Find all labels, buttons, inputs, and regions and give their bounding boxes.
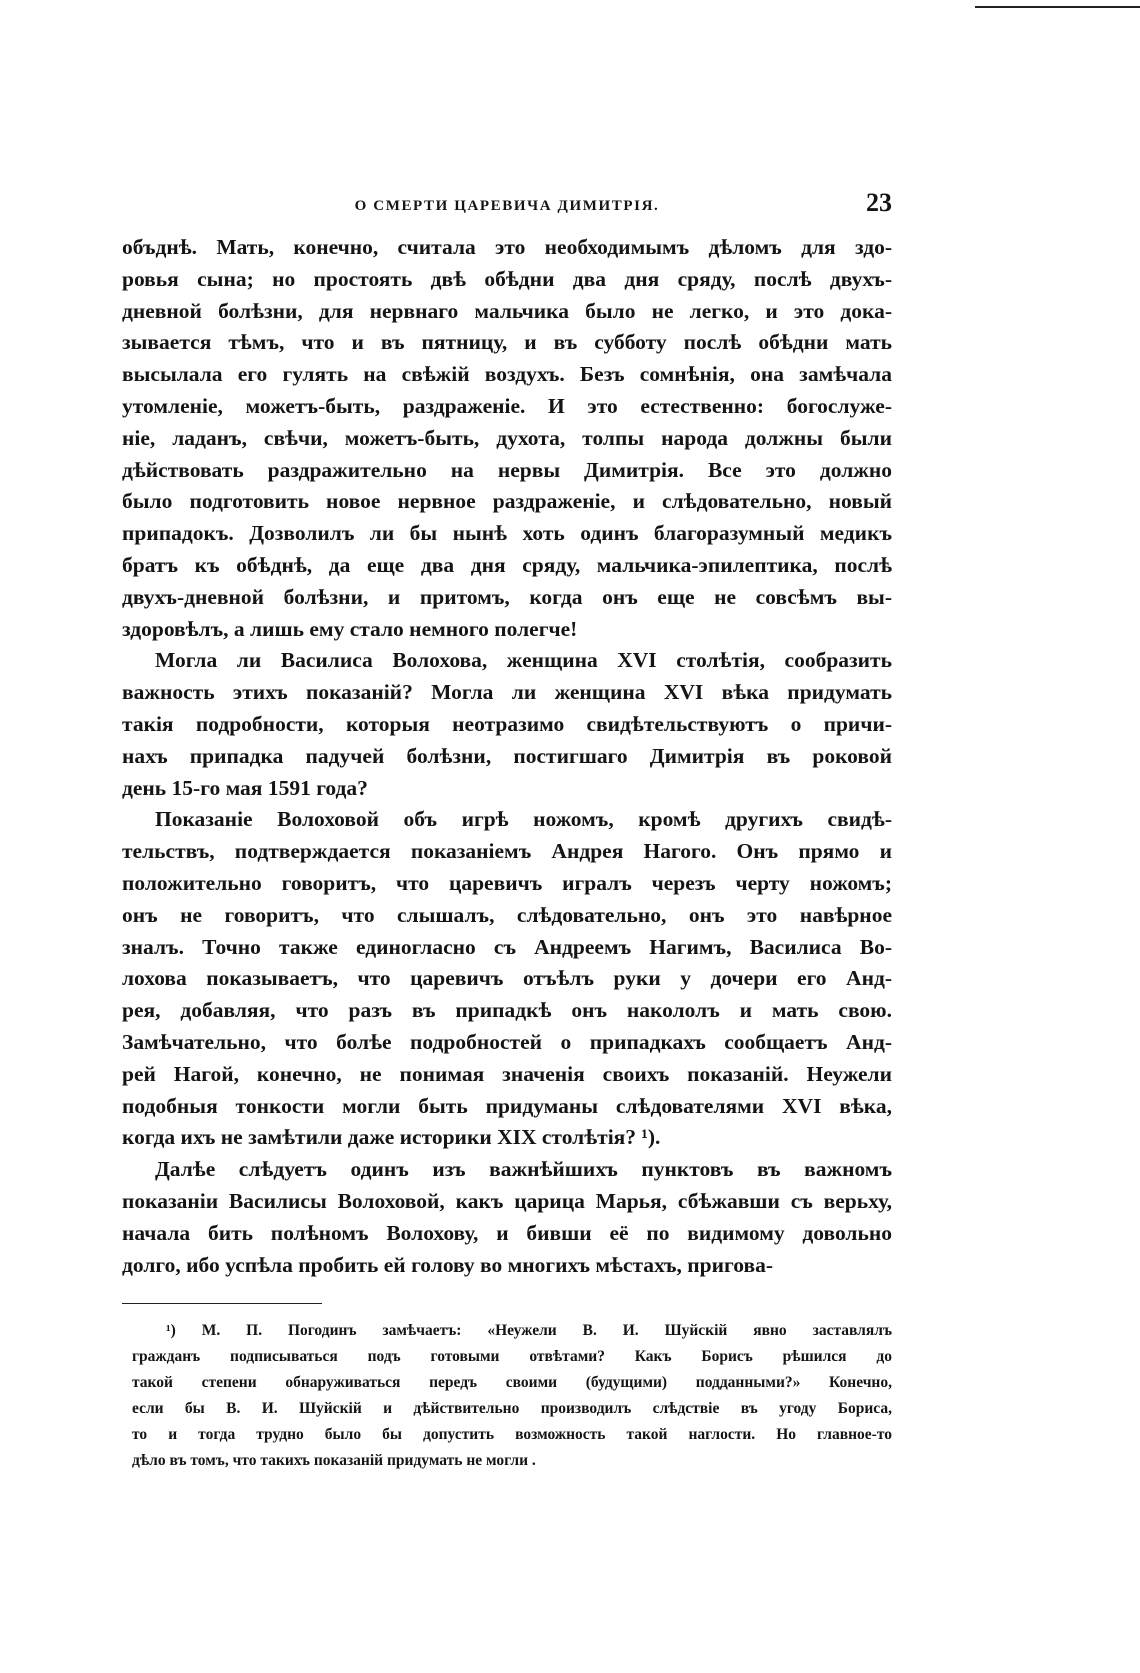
footnote-divider: [122, 1303, 322, 1304]
text-line: такія подробности, которыя неотразимо свидѣтельствуютъ о причи-: [122, 711, 892, 736]
text-line: было подготовить новое нервное раздраженіе, и слѣдовательно, новый: [122, 489, 892, 514]
paragraph: [122, 232, 892, 645]
text-line: рей Нагой, конечно, не понимая значенія своихъ показаній. Неужели: [122, 1061, 892, 1086]
text-line: зналъ. Точно также единогласно съ Андреемъ Нагимъ, Василиса Во-: [122, 934, 892, 959]
text-line: лохова показываетъ, что царевичъ отъѣлъ руки у дочери его Анд-: [122, 966, 892, 991]
footnote-line: гражданъ подписываться подъ готовыми отвѣтами? Какъ Борисъ рѣшился до: [132, 1348, 892, 1366]
text-line: дневной болѣзни, для нервнаго мальчика было не легко, и это дока-: [122, 298, 892, 323]
text-line: Показаніе Волоховой объ игрѣ ножомъ, кромѣ другихъ свидѣ-: [155, 807, 892, 832]
footnote-line: дѣло въ томъ, что такихъ показаній придумать не могли .: [132, 1452, 536, 1470]
text-line: зывается тѣмъ, что и въ пятницу, и въ субботу послѣ обѣдни мать: [122, 330, 892, 355]
text-line: когда ихъ не замѣтили даже историки XIX столѣтія? ¹).: [122, 1125, 661, 1150]
paragraph: [122, 1154, 892, 1281]
page-number: 23: [866, 188, 892, 217]
text-line: нахъ припадка падучей болѣзни, постигшаго Димитрія въ роковой: [122, 743, 892, 768]
text-line: высылала его гулять на свѣжій воздухъ. Безъ сомнѣнія, она замѣчала: [122, 362, 892, 387]
text-line: тельствъ, подтверждается показаніемъ Андрея Нагого. Онъ прямо и: [122, 839, 892, 864]
text-line: важность этихъ показаній? Могла ли женщина XVI вѣка придумать: [122, 680, 892, 705]
footnote: [122, 1318, 892, 1474]
footnote-line: если бы В. И. Шуйскій и дѣйствительно производилъ слѣдствіе въ угоду Бориса,: [132, 1400, 892, 1418]
text-line: начала бить полѣномъ Волохову, и бивши её по видимому довольно: [122, 1220, 892, 1245]
text-line: показаніи Василисы Волоховой, какъ царица Марья, сбѣжавши съ верьху,: [122, 1188, 892, 1213]
book-page: [122, 188, 892, 1474]
text-line: рея, добавляя, что разъ въ припадкѣ онъ накололъ и мать свою.: [122, 998, 892, 1023]
text-line: Могла ли Василиса Волохова, женщина XVI столѣтія, сообразить: [155, 648, 892, 673]
footnote-line: то и тогда трудно было бы допустить возможность такой наглости. Но главное-то: [132, 1426, 892, 1444]
text-line: припадокъ. Дозволилъ ли бы нынѣ хоть одинъ благоразумный медикъ: [122, 521, 892, 546]
body-text: [122, 232, 892, 1281]
text-line: дѣйствовать раздражительно на нервы Димитрія. Все это должно: [122, 457, 892, 482]
text-line: здоровѣлъ, а лишь ему стало немного полегче!: [122, 616, 578, 641]
text-line: долго, ибо успѣла пробить ей голову во многихъ мѣстахъ, пригова-: [122, 1252, 773, 1277]
page-header: [122, 188, 892, 232]
footnote-line: такой степени обнаруживаться передъ своими (будущими) подданными?» Конечно,: [132, 1374, 892, 1392]
text-line: братъ къ обѣднѣ, да еще два дня сряду, мальчика-эпилептика, послѣ: [122, 552, 892, 577]
paragraph: [122, 804, 892, 1154]
text-line: утомленіе, можетъ-быть, раздраженіе. И это естественно: богослуже-: [122, 393, 892, 418]
text-line: двухъ-дневной болѣзни, и притомъ, когда онъ еще не совсѣмъ вы-: [122, 584, 892, 609]
text-line: подобныя тонкости могли быть придуманы слѣдователями XVI вѣка,: [122, 1093, 892, 1118]
running-title: О СМЕРТИ ЦАРЕВИЧА ДИМИТРІЯ.: [354, 198, 660, 214]
paragraph: [122, 645, 892, 804]
footnote-line: ¹) М. П. Погодинъ замѣчаетъ: «Неужели В. И. Шуйскій явно заставлялъ: [166, 1322, 892, 1340]
corner-rule: [975, 6, 1140, 8]
text-line: Далѣе слѣдуетъ одинъ изъ важнѣйшихъ пунктовъ въ важномъ: [155, 1157, 892, 1182]
text-line: положительно говоритъ, что царевичъ игралъ черезъ черту ножомъ;: [122, 870, 892, 895]
text-line: ровья сына; но простоять двѣ обѣдни два дня сряду, послѣ двухъ-: [122, 266, 892, 291]
text-line: Замѣчательно, что болѣе подробностей о припадкахъ сообщаетъ Анд-: [122, 1029, 892, 1054]
text-line: ніе, ладанъ, свѣчи, можетъ-быть, духота, толпы народа должны были: [122, 425, 892, 450]
text-line: объднѣ. Мать, конечно, считала это необходимымъ дѣломъ для здо-: [122, 235, 892, 259]
text-line: онъ не говоритъ, что слышалъ, слѣдовательно, онъ это навѣрное: [122, 902, 892, 927]
text-line: день 15-го мая 1591 года?: [122, 775, 368, 800]
